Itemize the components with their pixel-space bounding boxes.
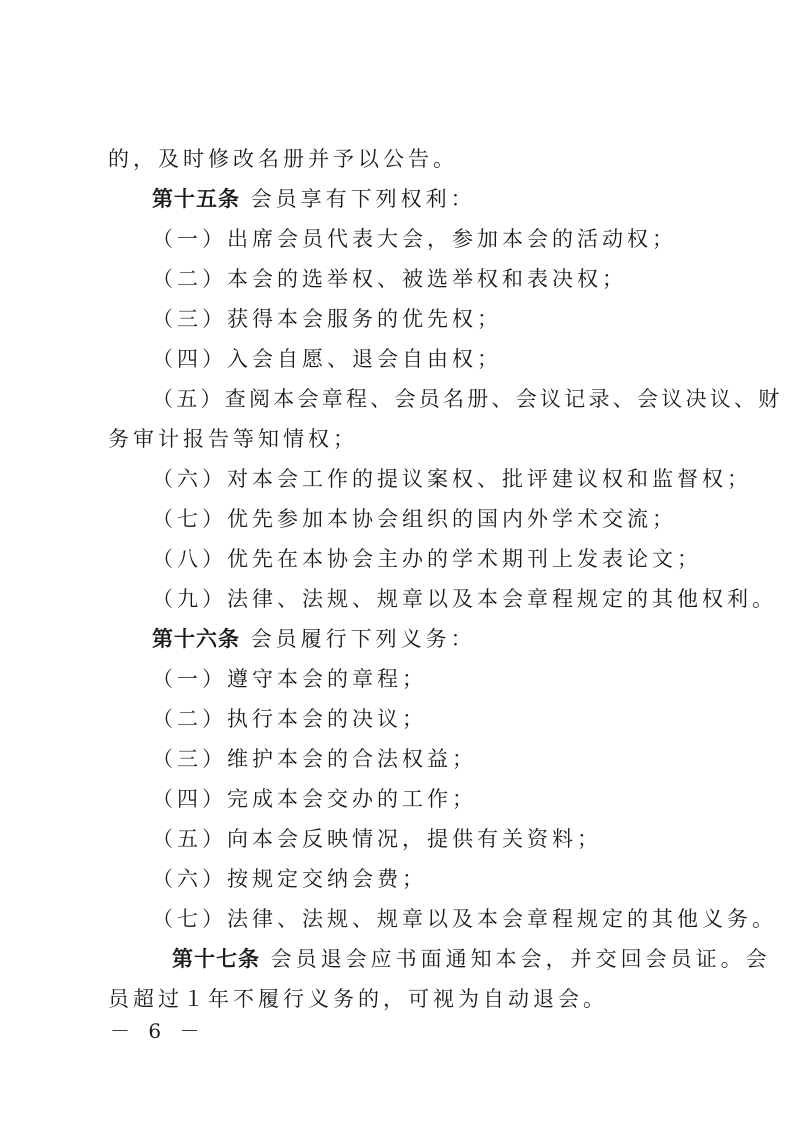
page-number: － 6 － — [110, 1019, 206, 1043]
list-item: （一）遵守本会的章程； — [152, 667, 427, 691]
list-item: （三）获得本会服务的优先权； — [152, 307, 502, 331]
list-item: （五）向本会反映情况，提供有关资料； — [152, 827, 602, 851]
article-15-heading-line — [152, 184, 476, 214]
list-item: （八）优先在本协会主办的学术期刊上发表论文； — [152, 547, 702, 571]
list-item: （三）维护本会的合法权益； — [152, 747, 477, 771]
list-item: （一）出席会员代表大会，参加本会的活动权； — [152, 227, 677, 251]
list-item: （四）入会自愿、退会自由权； — [152, 347, 502, 371]
list-item: （七）优先参加本协会组织的国内外学术交流； — [152, 507, 677, 531]
list-item-continuation: 务审计报告等知情权； — [108, 427, 358, 451]
list-item: （五）查阅本会章程、会员名册、会议记录、会议决议、财 — [152, 387, 783, 411]
list-item: （四）完成本会交办的工作； — [152, 787, 477, 811]
article-16-text: 会员履行下列义务： — [240, 627, 476, 651]
article-15-title: 第十五条 — [152, 186, 240, 211]
list-item: （二）执行本会的决议； — [152, 707, 427, 731]
article-16-title: 第十六条 — [152, 626, 240, 651]
article-17-text: 会员退会应书面通知本会，并交回会员证。会 — [260, 947, 771, 971]
list-item: （九）法律、法规、规章以及本会章程规定的其他权利。 — [152, 587, 777, 611]
list-item: （二）本会的选举权、被选举权和表决权； — [152, 267, 627, 291]
list-item: （六）按规定交纳会费； — [152, 867, 427, 891]
list-item: （七）法律、法规、规章以及本会章程规定的其他义务。 — [152, 907, 777, 931]
list-item: （六）对本会工作的提议案权、批评建议权和监督权； — [152, 467, 752, 491]
text-line: 的，及时修改名册并予以公告。 — [108, 147, 458, 171]
article-17-title: 第十七条 — [172, 946, 260, 971]
article-16-heading-line — [152, 624, 476, 654]
article-15-text: 会员享有下列权利： — [240, 187, 476, 211]
text-line: 员超过１年不履行义务的，可视为自动退会。 — [108, 987, 608, 1011]
article-17-heading-line — [172, 944, 771, 974]
